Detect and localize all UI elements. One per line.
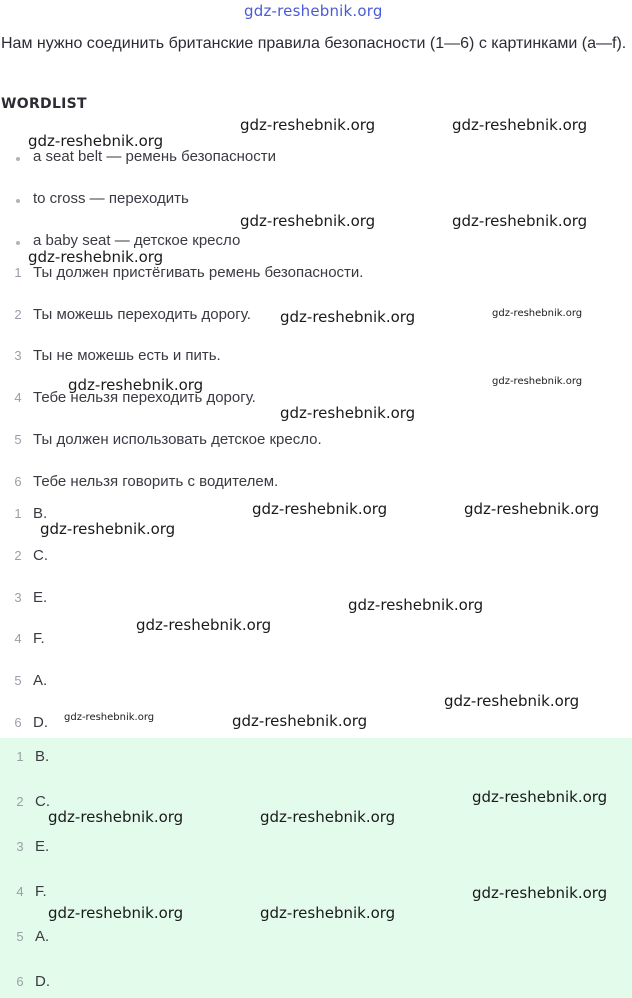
answer-text: E.: [33, 589, 48, 606]
answer-box-number: 4: [16, 884, 24, 899]
watermark: gdz-reshebnik.org: [136, 616, 272, 634]
wordlist-heading: WORDLIST: [1, 96, 87, 112]
answer-number: 6: [14, 715, 22, 730]
answer-box: [0, 738, 632, 998]
watermark: gdz-reshebnik.org: [444, 692, 580, 710]
answer-box-number: 6: [16, 974, 24, 989]
watermark: gdz-reshebnik.org: [280, 308, 416, 326]
watermark: gdz-reshebnik.org: [472, 788, 608, 806]
rule-text: Ты должен использовать детское кресло.: [33, 431, 322, 448]
watermark: gdz-reshebnik.org: [348, 596, 484, 614]
answer-number: 4: [14, 631, 22, 646]
answer-box-text: D.: [35, 973, 50, 990]
watermark: gdz-reshebnik.org: [64, 712, 155, 723]
watermark: gdz-reshebnik.org: [492, 376, 583, 387]
watermark: gdz-reshebnik.org: [28, 132, 164, 150]
answer-box-text: B.: [35, 748, 50, 765]
watermark: gdz-reshebnik.org: [472, 884, 608, 902]
watermark: gdz-reshebnik.org: [252, 500, 388, 518]
answer-box-text: A.: [35, 928, 50, 945]
answer-text: A.: [33, 672, 48, 689]
watermark: gdz-reshebnik.org: [452, 212, 588, 230]
watermark: gdz-reshebnik.org: [464, 500, 600, 518]
answer-box-number: 2: [16, 794, 24, 809]
rule-text: Тебе нельзя переходить дорогу.: [33, 389, 256, 406]
answer-number: 2: [14, 548, 22, 563]
answer-text: F.: [33, 630, 45, 647]
watermark: gdz-reshebnik.org: [280, 404, 416, 422]
watermark: gdz-reshebnik.org: [452, 116, 588, 134]
answer-number: 5: [14, 673, 22, 688]
answer-text: B.: [33, 505, 48, 522]
rule-number: 6: [14, 474, 22, 489]
watermark: gdz-reshebnik.org: [260, 808, 396, 826]
watermark: gdz-reshebnik.org: [492, 308, 583, 319]
watermark: gdz-reshebnik.org: [232, 712, 368, 730]
watermark: gdz-reshebnik.org: [240, 212, 376, 230]
answer-box-number: 1: [16, 749, 24, 764]
rule-text: Ты не можешь есть и пить.: [33, 347, 221, 364]
rule-number: 2: [14, 307, 22, 322]
task-intro: Нам нужно соединить британские правила безопасности (1—6) с картинками (a—f).: [1, 35, 627, 52]
watermark: gdz-reshebnik.org: [68, 376, 204, 394]
answer-number: 3: [14, 590, 22, 605]
answer-number: 1: [14, 506, 22, 521]
site-title-link[interactable]: gdz-reshebnik.org: [244, 2, 383, 20]
answer-box-text: F.: [35, 883, 47, 900]
answer-box-text: C.: [35, 793, 50, 810]
rule-text: Ты должен пристёгивать ремень безопасности.: [33, 264, 364, 281]
wordlist-item-text: a seat belt — ремень безопасности: [33, 148, 276, 165]
rule-text: Ты можешь переходить дорогу.: [33, 306, 251, 323]
answer-text: C.: [33, 547, 48, 564]
watermark: gdz-reshebnik.org: [48, 904, 184, 922]
bullet-dot-icon: [16, 199, 20, 203]
rule-number: 4: [14, 390, 22, 405]
watermark: gdz-reshebnik.org: [240, 116, 376, 134]
watermark: gdz-reshebnik.org: [260, 904, 396, 922]
rule-number: 3: [14, 348, 22, 363]
watermark: gdz-reshebnik.org: [40, 520, 176, 538]
watermark: gdz-reshebnik.org: [28, 248, 164, 266]
answer-box-number: 5: [16, 929, 24, 944]
bullet-dot-icon: [16, 157, 20, 161]
rule-number: 5: [14, 432, 22, 447]
wordlist-item-text: to cross — переходить: [33, 190, 189, 207]
rule-text: Тебе нельзя говорить с водителем.: [33, 473, 279, 490]
watermark: gdz-reshebnik.org: [48, 808, 184, 826]
wordlist-item-text: a baby seat — детское кресло: [33, 232, 241, 249]
answer-box-text: E.: [35, 838, 50, 855]
bullet-dot-icon: [16, 241, 20, 245]
answer-text: D.: [33, 714, 48, 731]
rule-number: 1: [14, 265, 22, 280]
answer-box-number: 3: [16, 839, 24, 854]
